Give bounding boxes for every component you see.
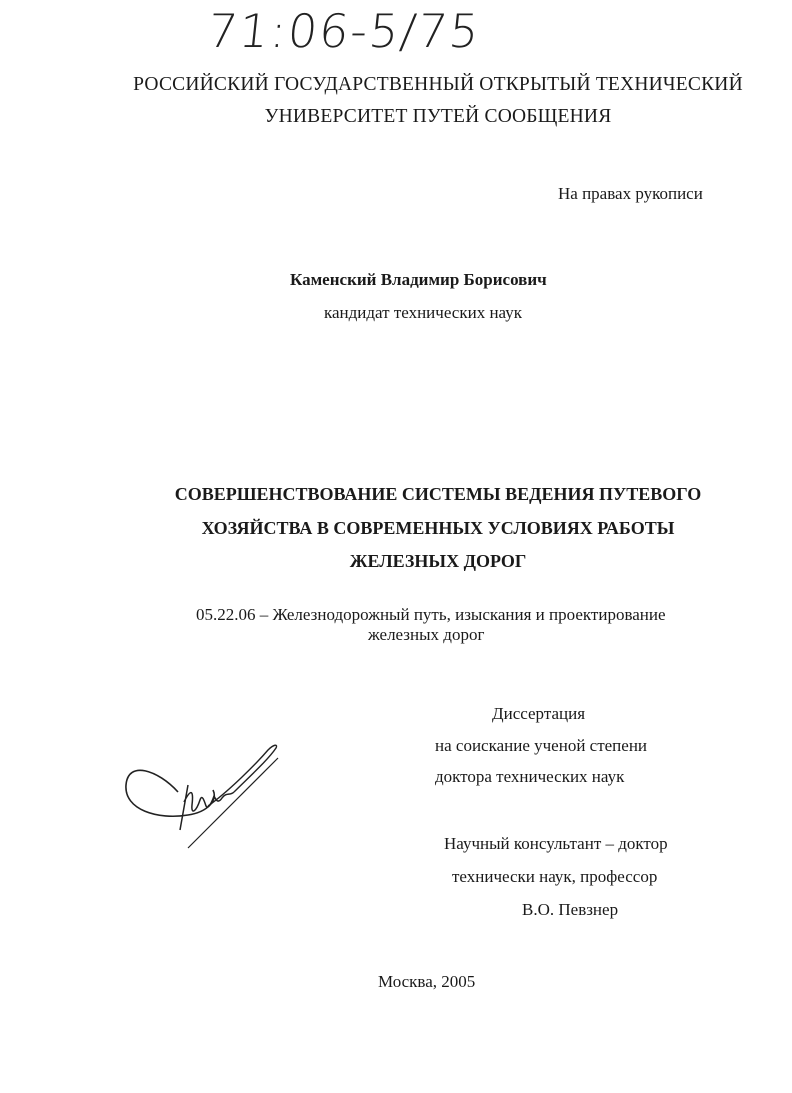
specialty (196, 605, 736, 645)
signature-image (118, 730, 288, 860)
title-line-1: СОВЕРШЕНСТВОВАНИЕ СИСТЕМЫ ВЕДЕНИЯ ПУТЕВОГО (174, 484, 702, 504)
dissertation-line-3: доктора технических наук (435, 767, 625, 786)
specialty-line-1: 05.22.06 – Железнодорожный путь, изыскания и проектирование (196, 605, 666, 624)
author-degree: кандидат технических наук (324, 303, 522, 322)
specialty-line-2: железных дорог (368, 625, 485, 644)
consultant-name: В.О. Певзнер (522, 900, 619, 919)
dissertation-line-2: на соискание ученой степени (435, 736, 648, 755)
institution-line-1: РОССИЙСКИЙ ГОСУДАРСТВЕННЫЙ ОТКРЫТЫЙ ТЕХНИЧЕСКИЙ (133, 74, 743, 95)
consultant-line-1: Научный консультант – доктор (444, 834, 668, 853)
author-name: Каменский Владимир Борисович (290, 270, 547, 289)
institution-line-2: УНИВЕРСИТЕТ ПУТЕЙ СООБЩЕНИЯ (264, 106, 612, 127)
consultant-line-2: технически наук, профессор (452, 867, 658, 886)
title-line-2: ХОЗЯЙСТВА В СОВРЕМЕННЫХ УСЛОВИЯХ РАБОТЫ (201, 518, 675, 538)
title-line-3: ЖЕЛЕЗНЫХ ДОРОГ (349, 551, 527, 571)
dissertation-line-1: Диссертация (492, 704, 586, 723)
manuscript-note: На правах рукописи (558, 184, 703, 203)
place-year: Москва, 2005 (378, 972, 476, 991)
archive-code: 71:06-5/75 (205, 4, 484, 58)
